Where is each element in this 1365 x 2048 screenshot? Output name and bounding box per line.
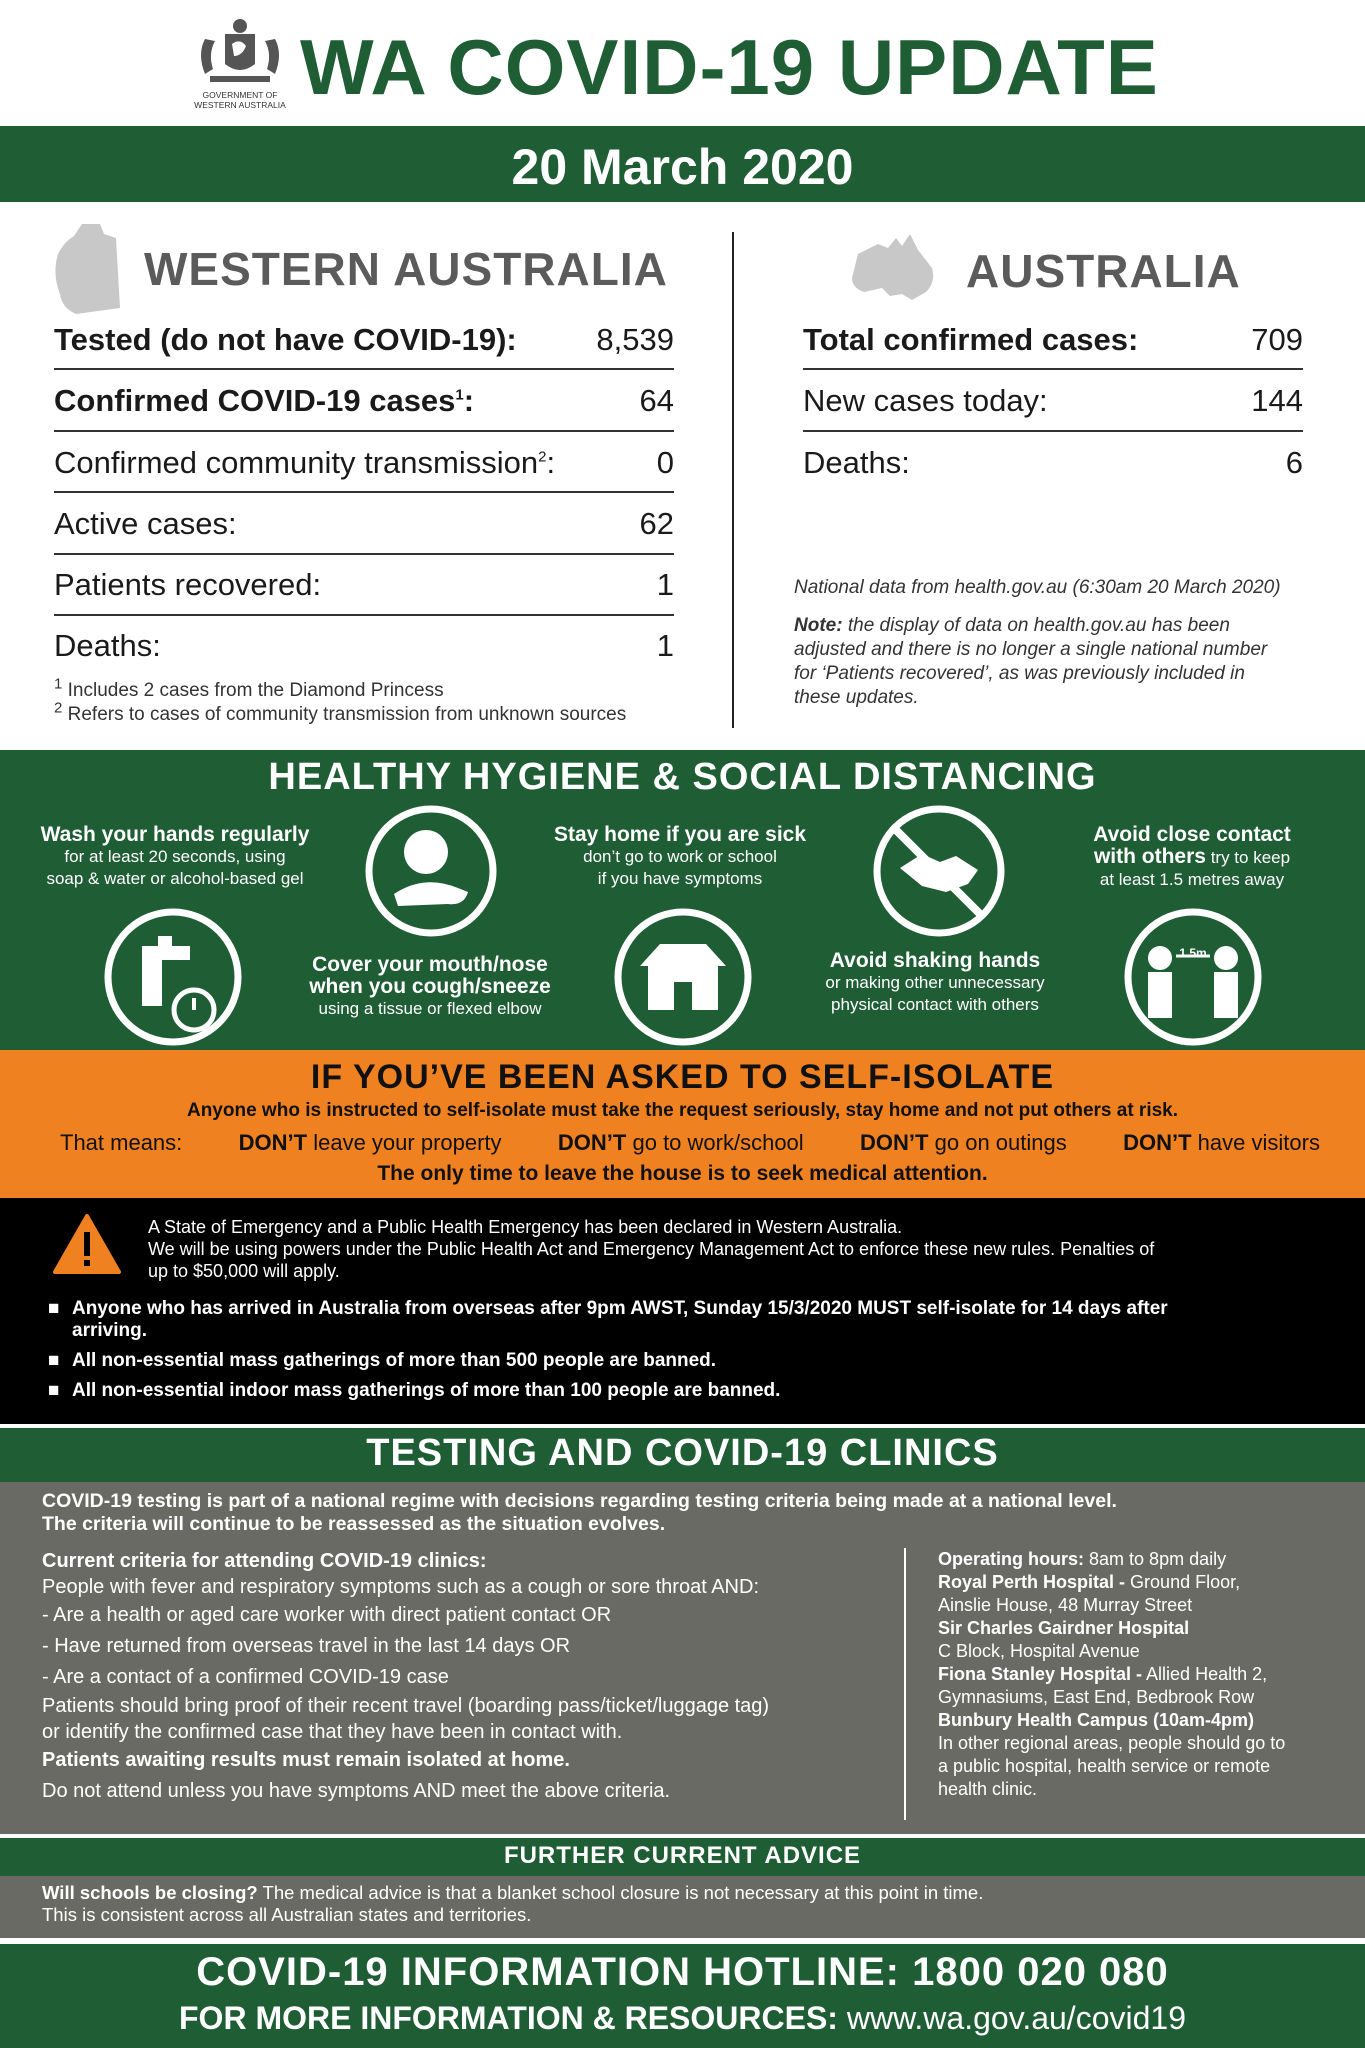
wa-footnote-1: [54, 675, 444, 702]
clinic-address: Ground Floor,: [1130, 1572, 1241, 1592]
section-divider: [732, 232, 734, 728]
clinic-name: Royal Perth Hospital -: [938, 1572, 1126, 1592]
tip-title: Wash your hands regularly: [40, 823, 310, 846]
criteria-line: or identify the confirmed case that they have been in contact with.: [42, 1721, 623, 1743]
note-line: adjusted and there is no longer a single national number: [794, 639, 1268, 660]
intro-line: The criteria will continue to be reassessed as the situation evolves.: [42, 1513, 666, 1535]
emergency-line: We will be using powers under the Public Health Act and Emergency Management Act to enforce these new rules. Penalties of: [148, 1239, 1155, 1259]
au-title: AUSTRALIA: [966, 245, 1241, 297]
tip-title: Avoid close contact: [1093, 823, 1291, 846]
dont-item: [860, 1130, 1067, 1156]
hotline: COVID-19 INFORMATION HOTLINE: 1800 020 080: [196, 1950, 1169, 1994]
footnote-ref: 1: [455, 386, 464, 404]
wa-map-icon: [52, 222, 122, 314]
testing-intro: [42, 1490, 1342, 1536]
clinic-list: [938, 1548, 1338, 1801]
footnote-number: 2: [54, 699, 63, 717]
emergency-line: up to $50,000 will apply.: [148, 1261, 340, 1281]
note-label: Note:: [794, 615, 843, 636]
tip-text: try to keep: [1210, 848, 1291, 867]
dont-text: leave your property: [313, 1130, 502, 1155]
emergency-line: A State of Emergency and a Public Health Emergency has been declared in Western Australia.: [148, 1217, 903, 1237]
dont-label: DON’T: [557, 1130, 627, 1155]
clinic-address: C Block, Hospital Avenue: [938, 1641, 1140, 1661]
criteria-line: - Have returned from overseas travel in the last 14 days OR: [42, 1635, 571, 1657]
dont-text: go on outings: [934, 1130, 1067, 1155]
tap-timer-icon: [102, 906, 244, 1048]
further-text: [42, 1882, 1342, 1926]
testing-title: TESTING AND COVID-19 CLINICS: [366, 1432, 999, 1474]
wa-row-recovered: [54, 567, 674, 603]
au-row-new: [803, 383, 1303, 419]
bullet-item: ■ All non-essential mass gatherings of more than 500 people are banned.: [48, 1350, 717, 1371]
note-line: these updates.: [794, 687, 919, 708]
hygiene-title: HEALTHY HYGIENE & SOCIAL DISTANCING: [268, 756, 1097, 798]
isolate-subtitle: Anyone who is instructed to self-isolate must take the request seriously, stay home and not put others at risk.: [186, 1100, 1179, 1121]
clinic-address: a public hospital, health service or remote: [938, 1756, 1271, 1776]
au-row-total: [803, 322, 1303, 358]
hours-value: 8am to 8pm daily: [1089, 1549, 1227, 1569]
tip-text: at least 1.5 metres away: [1099, 870, 1285, 889]
isolate-only-line: The only time to leave the house is to seek medical attention.: [377, 1162, 988, 1185]
criteria-line: Patients should bring proof of their recent travel (boarding pass/ticket/luggage tag): [42, 1695, 770, 1717]
warning-icon: [52, 1212, 122, 1276]
wa-confirmed-label: Confirmed COVID-19 cases: [54, 383, 456, 418]
bullet-item: ■ All non-essential indoor mass gatherings of more than 100 people are banned.: [48, 1380, 781, 1401]
dont-item: [1123, 1130, 1320, 1156]
au-deaths-label: Deaths:: [803, 445, 910, 480]
govt-line-1: GOVERNMENT OF: [202, 90, 278, 100]
bullet-text: All non-essential indoor mass gatherings of more than 100 people are banned.: [72, 1380, 781, 1401]
further-question: Will schools be closing?: [42, 1882, 258, 1903]
tip-shake: [790, 950, 1080, 1016]
criteria-line: People with fever and respiratory symptoms such as a cough or sore throat AND:: [42, 1576, 760, 1598]
means-label: That means:: [60, 1130, 183, 1155]
further-title: FURTHER CURRENT ADVICE: [503, 1842, 862, 1869]
divider: [54, 553, 674, 555]
clinic-address: Allied Health 2,: [1146, 1664, 1268, 1684]
no-handshake-icon: [872, 804, 1006, 938]
wa-active-value: 62: [639, 506, 674, 541]
au-row-deaths: [803, 445, 1303, 481]
dont-item: [558, 1130, 804, 1156]
clinic-address: Gymnasiums, East End, Bedbrook Row: [938, 1687, 1255, 1707]
wa-row-confirmed: [54, 383, 674, 419]
criteria-line: - Are a contact of a confirmed COVID-19 case: [42, 1666, 449, 1688]
tip-title: with others: [1093, 845, 1206, 868]
dont-text: go to work/school: [632, 1130, 804, 1155]
wa-recovered-label: Patients recovered:: [54, 567, 322, 602]
wa-deaths-label: Deaths:: [54, 628, 161, 663]
criteria-line: Patients awaiting results must remain isolated at home.: [42, 1749, 570, 1771]
tip-text: for at least 20 seconds, using: [64, 847, 286, 866]
more-info-label: FOR MORE INFORMATION & RESOURCES:: [179, 2000, 838, 2036]
tip-title: when you cough/sneeze: [309, 975, 551, 998]
au-source: National data from health.gov.au (6:30am 20 March 2020): [794, 577, 1281, 598]
wa-row-tested: [54, 322, 674, 358]
au-total-label: Total confirmed cases:: [803, 322, 1139, 357]
divider: [54, 368, 674, 370]
wa-recovered-value: 1: [656, 567, 674, 602]
emergency-bullets: [48, 1298, 1338, 1402]
isolate-title: IF YOU’VE BEEN ASKED TO SELF-ISOLATE: [310, 1058, 1055, 1096]
wa-tested-label: Tested (do not have COVID-19):: [54, 322, 517, 357]
clinic-address: Ainslie House, 48 Murray Street: [938, 1595, 1193, 1615]
divider: [54, 430, 674, 432]
note-line: the display of data on health.gov.au has been: [847, 615, 1230, 636]
au-new-value: 144: [1251, 383, 1303, 418]
wa-deaths-value: 1: [656, 628, 674, 663]
tip-title: Stay home if you are sick: [553, 823, 807, 846]
dont-label: DON’T: [1123, 1130, 1192, 1155]
website-link[interactable]: www.wa.gov.au/covid19: [846, 2000, 1186, 2036]
distance-icon: [1122, 906, 1264, 1048]
wa-active-label: Active cases:: [54, 506, 237, 541]
divider: [803, 430, 1303, 432]
criteria-line: Do not attend unless you have symptoms AND meet the above criteria.: [42, 1780, 671, 1802]
tip-title: Cover your mouth/nose: [312, 953, 548, 976]
wa-community-value: 0: [656, 445, 674, 480]
dont-text: have visitors: [1197, 1130, 1320, 1155]
date-text: 20 March 2020: [511, 139, 854, 195]
tip-text: don’t go to work or school: [583, 847, 777, 866]
tip-text: using a tissue or flexed elbow: [318, 999, 542, 1018]
label-suffix: :: [463, 383, 475, 418]
dont-label: DON’T: [238, 1130, 308, 1155]
au-total-value: 709: [1251, 322, 1303, 357]
intro-line: COVID-19 testing is part of a national regime with decisions regarding testing criteria being made at a national level.: [42, 1490, 1117, 1512]
sneeze-elbow-icon: [364, 804, 498, 938]
divider: [54, 614, 674, 616]
tip-text: soap & water or alcohol-based gel: [46, 869, 304, 888]
further-answer: The medical advice is that a blanket school closure is not necessary at this point in time.: [262, 1882, 984, 1903]
bullet-text: All non-essential mass gatherings of more than 500 people are banned.: [72, 1350, 717, 1371]
clinic-address: health clinic.: [938, 1779, 1038, 1799]
wa-row-community: [54, 445, 674, 481]
clinic-name: Fiona Stanley Hospital -: [938, 1664, 1143, 1684]
au-new-label: New cases today:: [803, 383, 1048, 418]
criteria-line: - Are a health or aged care worker with direct patient contact OR: [42, 1604, 612, 1626]
australia-map-icon: [848, 232, 940, 304]
footnote-number: 1: [54, 675, 63, 693]
footnote-text: Refers to cases of community transmission from unknown sources: [67, 704, 627, 725]
tip-wash: [10, 824, 340, 890]
further-answer: This is consistent across all Australian states and territories.: [42, 1904, 532, 1925]
tip-text: or making other unnecessary: [825, 973, 1045, 992]
wa-footnote-2: [54, 699, 627, 726]
bullet-text: Anyone who has arrived in Australia from overseas after 9pm AWST, Sunday 15/3/2020 MUST self-isolate for 14 days after: [72, 1298, 1168, 1319]
au-note: [794, 614, 1314, 710]
emergency-text: [148, 1216, 1328, 1282]
wa-title: WESTERN AUSTRALIA: [144, 243, 668, 295]
tip-distance: [1050, 824, 1334, 891]
govt-line-2: WESTERN AUSTRALIA: [194, 100, 286, 110]
note-line: for ‘Patients recovered’, as was previously included in: [794, 663, 1245, 684]
clinic-address: In other regional areas, people should go to: [938, 1733, 1286, 1753]
government-label: [170, 90, 310, 110]
tip-text: physical contact with others: [831, 995, 1039, 1014]
bullet-item: ■ Anyone who has arrived in Australia from overseas after 9pm AWST, Sunday 15/3/2020 MUST self-isolate for 14 days after arriving.: [48, 1298, 1168, 1341]
dont-label: DON’T: [860, 1130, 929, 1155]
footnote-ref: 2: [538, 448, 547, 466]
au-deaths-value: 6: [1285, 445, 1303, 480]
divider: [803, 368, 1303, 370]
distance-label: 1.5m: [1179, 946, 1207, 960]
tip-cover: [290, 954, 570, 1020]
wa-community-label: Confirmed community transmission: [54, 445, 539, 480]
isolate-means-row: [60, 1130, 1320, 1156]
criteria-heading: Current criteria for attending COVID-19 clinics:: [42, 1550, 487, 1572]
bullet-text: arriving.: [72, 1320, 147, 1341]
testing-criteria: [42, 1548, 902, 1807]
wa-row-deaths: [54, 628, 674, 664]
wa-row-active: [54, 506, 674, 542]
testing-divider: [904, 1548, 906, 1820]
tip-text: if you have symptoms: [597, 869, 763, 888]
tip-home: [520, 824, 840, 890]
footnote-text: Includes 2 cases from the Diamond Princess: [67, 680, 444, 701]
wa-confirmed-value: 64: [639, 383, 674, 418]
dont-item: [239, 1130, 502, 1156]
divider: [54, 491, 674, 493]
clinic-name: Bunbury Health Campus (10am-4pm): [938, 1710, 1255, 1730]
wa-tested-value: 8,539: [596, 322, 674, 357]
clinic-name: Sir Charles Gairdner Hospital: [938, 1618, 1190, 1638]
hours-label: Operating hours:: [938, 1549, 1085, 1569]
more-info-line: [0, 2000, 1365, 2037]
house-icon: [612, 906, 754, 1048]
label-suffix: :: [546, 445, 556, 480]
tip-title: Avoid shaking hands: [829, 949, 1041, 972]
page-title: WA COVID-19 UPDATE: [300, 23, 1159, 111]
